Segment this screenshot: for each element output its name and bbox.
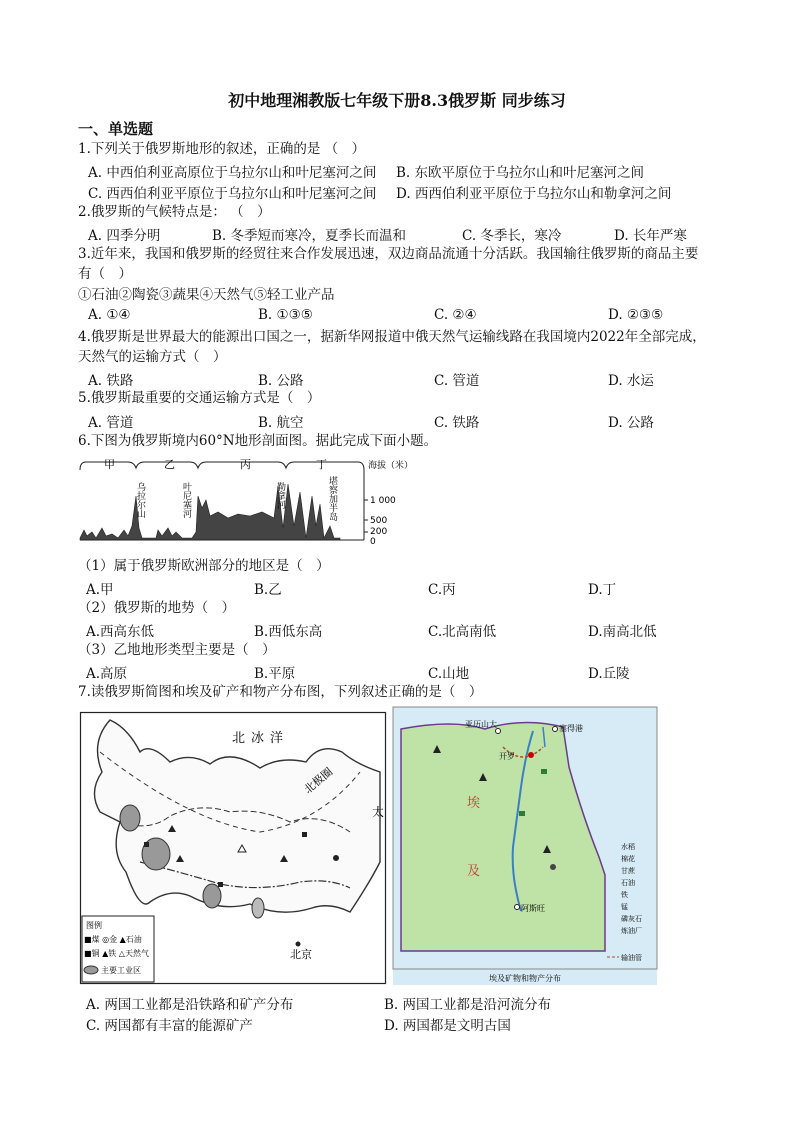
phosphate-icon bbox=[550, 864, 556, 870]
legend-manganese: 锰 bbox=[621, 903, 628, 911]
tick-label-0: 0 bbox=[370, 537, 376, 547]
coal-icon bbox=[218, 882, 223, 887]
alexandria-dot bbox=[496, 729, 501, 734]
region-bing: 丙 bbox=[240, 458, 251, 471]
q3-stem-line2: 有（ ） bbox=[78, 266, 132, 282]
q7-option-b[interactable]: B. 两国工业都是沿河流分布 bbox=[384, 997, 552, 1013]
city-beijing: 北京 bbox=[290, 948, 312, 961]
q6-sub1-option-c[interactable]: C.丙 bbox=[428, 582, 456, 598]
legend-industrial-swatch bbox=[84, 966, 98, 974]
q3-stem-line1: 3.近年来，我国和俄罗斯的经贸往来合作发展迅速，双边商品流通十分活跃。我国输往俄罗斯的商品主要 bbox=[78, 246, 699, 262]
q6-sub3-option-b[interactable]: B.平原 bbox=[254, 666, 296, 682]
industrial-zone-st-petersburg bbox=[120, 805, 140, 831]
legend-oil: 石油 bbox=[621, 879, 635, 887]
label-lena: 勒拿河 bbox=[275, 482, 285, 509]
russia-sketch-map bbox=[80, 712, 386, 984]
q2-option-a[interactable]: A. 四季分明 bbox=[88, 228, 161, 244]
q4-option-a[interactable]: A. 铁路 bbox=[88, 373, 134, 389]
q6-sub3-option-a[interactable]: A.高原 bbox=[86, 666, 128, 682]
q4-stem-line2: 天然气的运输方式（ ） bbox=[78, 349, 227, 365]
q6-sub2-option-c[interactable]: C.北高南低 bbox=[428, 624, 497, 640]
q5-option-d[interactable]: D. 公路 bbox=[608, 415, 654, 431]
legend-title: 图例 bbox=[86, 921, 102, 930]
beijing-dot bbox=[296, 942, 301, 947]
egypt-resource-map bbox=[393, 707, 657, 985]
industrial-zone-baikal bbox=[252, 898, 264, 918]
q1-option-c[interactable]: C. 西西伯利亚平原位于乌拉尔山和叶尼塞河之间 bbox=[88, 186, 377, 202]
cotton-icon bbox=[541, 769, 547, 774]
q6-sub3-stem: （3）乙地地形类型主要是（ ） bbox=[78, 642, 276, 658]
tick-label-500: 500 bbox=[370, 516, 388, 526]
axis-title: 海拔（米） bbox=[368, 461, 414, 471]
sugarcane-icon bbox=[519, 811, 525, 816]
coal-icon bbox=[144, 842, 149, 847]
q6-sub2-stem: （2）俄罗斯的地势（ ） bbox=[78, 600, 236, 616]
q6-sub1-option-b[interactable]: B.乙 bbox=[254, 582, 282, 598]
q7-stem: 7.读俄罗斯简图和埃及矿产和物产分布图，下列叙述正确的是（ ） bbox=[78, 684, 483, 700]
q2-option-c[interactable]: C. 冬季长，寒冷 bbox=[462, 228, 562, 244]
q6-sub1-option-d[interactable]: D.丁 bbox=[588, 582, 617, 598]
tick-label-1000: 1 000 bbox=[370, 496, 396, 506]
q5-option-c[interactable]: C. 铁路 bbox=[434, 415, 480, 431]
q6-sub2-option-d[interactable]: D.南高北低 bbox=[588, 624, 657, 640]
q2-option-d[interactable]: D. 长年严寒 bbox=[614, 228, 687, 244]
section-heading: 一、单选题 bbox=[78, 120, 154, 138]
region-jia: 甲 bbox=[104, 458, 115, 471]
label-yenisei: 叶尼塞河 bbox=[181, 482, 191, 518]
legend-rice: 水稻 bbox=[621, 843, 635, 851]
q4-option-b[interactable]: B. 公路 bbox=[258, 373, 304, 389]
q3-option-c[interactable]: C. ②④ bbox=[434, 307, 477, 323]
q1-option-a[interactable]: A. 中西伯利亚高原位于乌拉尔山和叶尼塞河之间 bbox=[88, 165, 377, 181]
region-ding: 丁 bbox=[316, 458, 327, 471]
q1-option-b[interactable]: B. 东欧平原位于乌拉尔山和叶尼塞河之间 bbox=[396, 165, 645, 181]
ocean-label: 北冰洋 bbox=[232, 731, 290, 746]
legend-phosphate: 磷灰石 bbox=[621, 915, 642, 923]
pacific-label: 太 bbox=[372, 805, 385, 819]
map-caption: 埃及矿物和物产分布 bbox=[489, 974, 561, 983]
q6-sub1-stem: （1）属于俄罗斯欧洲部分的地区是（ ） bbox=[78, 558, 330, 574]
arctic-circle-label: 北极圈 bbox=[301, 765, 336, 797]
q6-sub2-option-b[interactable]: B.西低东高 bbox=[254, 624, 323, 640]
legend-row2: ■铜 ▲铁 △天然气 bbox=[84, 949, 149, 958]
q6-sub2-option-a[interactable]: A.西高东低 bbox=[86, 624, 155, 640]
q5-option-a[interactable]: A. 管道 bbox=[88, 415, 134, 431]
q3-option-b[interactable]: B. ①③⑤ bbox=[258, 307, 313, 323]
q4-option-c[interactable]: C. 管道 bbox=[434, 373, 480, 389]
city-port-said: 塞得港 bbox=[559, 724, 583, 733]
q6-sub1-option-a[interactable]: A.甲 bbox=[86, 582, 114, 598]
q1-option-d[interactable]: D. 西西伯利亚平原位于乌拉尔山和勒拿河之间 bbox=[396, 186, 672, 202]
city-cairo: 开罗 bbox=[499, 752, 515, 761]
country-label-2: 及 bbox=[467, 864, 481, 879]
tick-label-200: 200 bbox=[370, 527, 388, 537]
terrain-profile-figure bbox=[78, 456, 414, 548]
q3-option-a[interactable]: A. ①④ bbox=[88, 307, 131, 323]
q5-stem: 5.俄罗斯最重要的交通运输方式是（ ） bbox=[78, 390, 321, 406]
industrial-zone-kuzbass bbox=[203, 884, 221, 908]
aswan-dot bbox=[515, 905, 520, 910]
legend-pipeline: 输油管 bbox=[621, 954, 642, 962]
page-title: 初中地理湘教版七年级下册8.3俄罗斯 同步练习 bbox=[228, 91, 566, 110]
legend-row1: ■煤 ◎金 ▲石油 bbox=[84, 935, 142, 944]
cairo-dot bbox=[528, 752, 534, 758]
legend-iron: 铁 bbox=[621, 891, 628, 899]
q6-sub3-option-c[interactable]: C.山地 bbox=[428, 666, 470, 682]
legend-refinery: 炼油厂 bbox=[621, 927, 642, 935]
port-said-dot bbox=[553, 727, 558, 732]
q3-items: ①石油②陶瓷③蔬果④天然气⑤轻工业产品 bbox=[78, 287, 335, 303]
q2-stem: 2.俄罗斯的气候特点是： （ ） bbox=[78, 204, 271, 220]
q4-option-d[interactable]: D. 水运 bbox=[608, 373, 654, 389]
city-aswan: 阿斯旺 bbox=[521, 904, 545, 913]
legend-sugarcane: 甘蔗 bbox=[621, 867, 635, 875]
q7-option-a[interactable]: A. 两国工业都是沿铁路和矿产分布 bbox=[86, 997, 294, 1013]
q6-sub3-option-d[interactable]: D.丘陵 bbox=[588, 666, 630, 682]
legend-cotton: 棉花 bbox=[621, 855, 635, 863]
q7-option-c[interactable]: C. 两国都有丰富的能源矿产 bbox=[86, 1018, 253, 1034]
country-label-1: 埃 bbox=[467, 796, 481, 811]
q5-option-b[interactable]: B. 航空 bbox=[258, 415, 304, 431]
label-kamchatka: 堪察加半岛 bbox=[327, 476, 337, 521]
q7-option-d[interactable]: D. 两国都是文明古国 bbox=[384, 1018, 511, 1034]
q4-stem-line1: 4.俄罗斯是世界最大的能源出口国之一，据新华网报道中俄天然气运输线路在我国境内2022年全部完成， bbox=[78, 329, 706, 345]
terrain-silhouette bbox=[80, 484, 340, 540]
legend-row3: 主要工业区 bbox=[101, 966, 141, 975]
q2-option-b[interactable]: B. 冬季短而寒冷，夏季长而温和 bbox=[212, 228, 407, 244]
label-ural: 乌拉尔山 bbox=[135, 482, 145, 518]
q6-stem: 6.下图为俄罗斯境内60°N地形剖面图。据此完成下面小题。 bbox=[78, 433, 438, 449]
q3-option-d[interactable]: D. ②③⑤ bbox=[608, 307, 664, 323]
coal-icon bbox=[302, 832, 307, 837]
region-yi: 乙 bbox=[164, 458, 175, 471]
gold-icon bbox=[333, 855, 339, 861]
city-alexandria: 亚历山大 bbox=[465, 720, 497, 729]
q1-stem: 1.下列关于俄罗斯地形的叙述，正确的是 （ ） bbox=[78, 141, 366, 157]
